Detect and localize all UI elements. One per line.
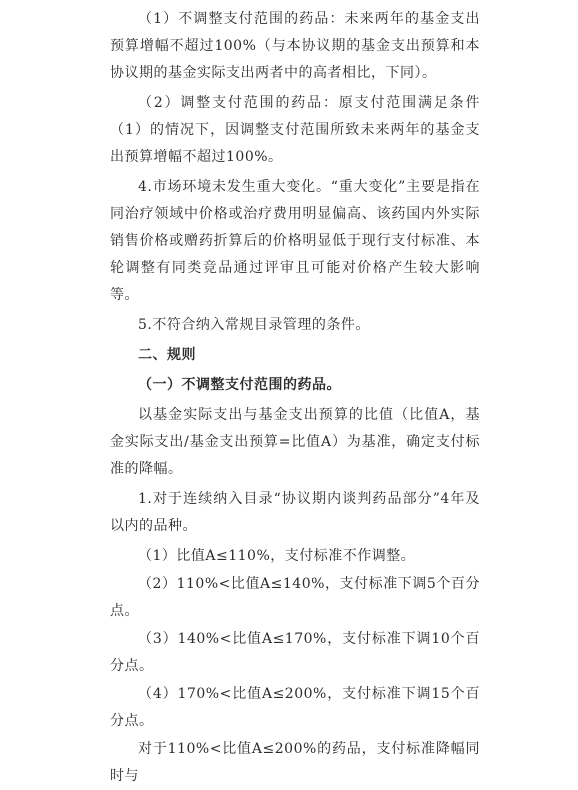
rule-item-3: （3）140%<比值A≤170%，支付标准下调10个百分点。	[110, 631, 480, 674]
paragraph-condition-2: （2）调整支付范围的药品：原支付范围满足条件（1）的情况下，因调整支付范围所致未来两年的基金支出预算增幅不超过100%。	[110, 95, 480, 165]
paragraph-ratio-a-basis: 以基金实际支出与基金支出预算的比值（比值A，基金实际支出/基金支出预算=比值A）为基准，确定支付标准的降幅。	[110, 407, 480, 477]
rule-item-2: （2）110%<比值A≤140%，支付标准下调5个百分点。	[110, 576, 480, 619]
paragraph-market-environment: 4.市场环境未发生重大变化。“重大变化”主要是指在同治疗领域中价格或治疗费用明显偏高、该药国内外实际销售价格或赠药折算后的价格明显低于现行支付标准、本轮调整有同类竞品通过评审且可能对价格产生较大影响等。	[110, 179, 480, 303]
paragraph-truncated-continuation: 对于110%<比值A≤200%的药品，支付标准降幅同时与	[110, 741, 480, 784]
paragraph-four-years-varieties: 1.对于连续纳入目录“协议期内谈判药品部分”4年及以内的品种。	[110, 491, 480, 534]
section-heading-rules: 二、规则	[138, 347, 196, 363]
rule-item-4: （4）170%<比值A≤200%，支付标准下调15个百分点。	[110, 686, 480, 729]
subsection-heading-unadjusted-scope: （一）不调整支付范围的药品。	[138, 377, 341, 393]
rule-item-1: （1）比值A≤110%，支付标准不作调整。	[138, 548, 416, 564]
paragraph-condition-1: （1）不调整支付范围的药品：未来两年的基金支出预算增幅不超过100%（与本协议期的基金支出预算和本协议期的基金实际支出两者中的高者相比，下同）。	[110, 11, 480, 81]
document-page	[110, 6, 480, 790]
paragraph-not-regular-catalog: 5.不符合纳入常规目录管理的条件。	[138, 317, 370, 333]
